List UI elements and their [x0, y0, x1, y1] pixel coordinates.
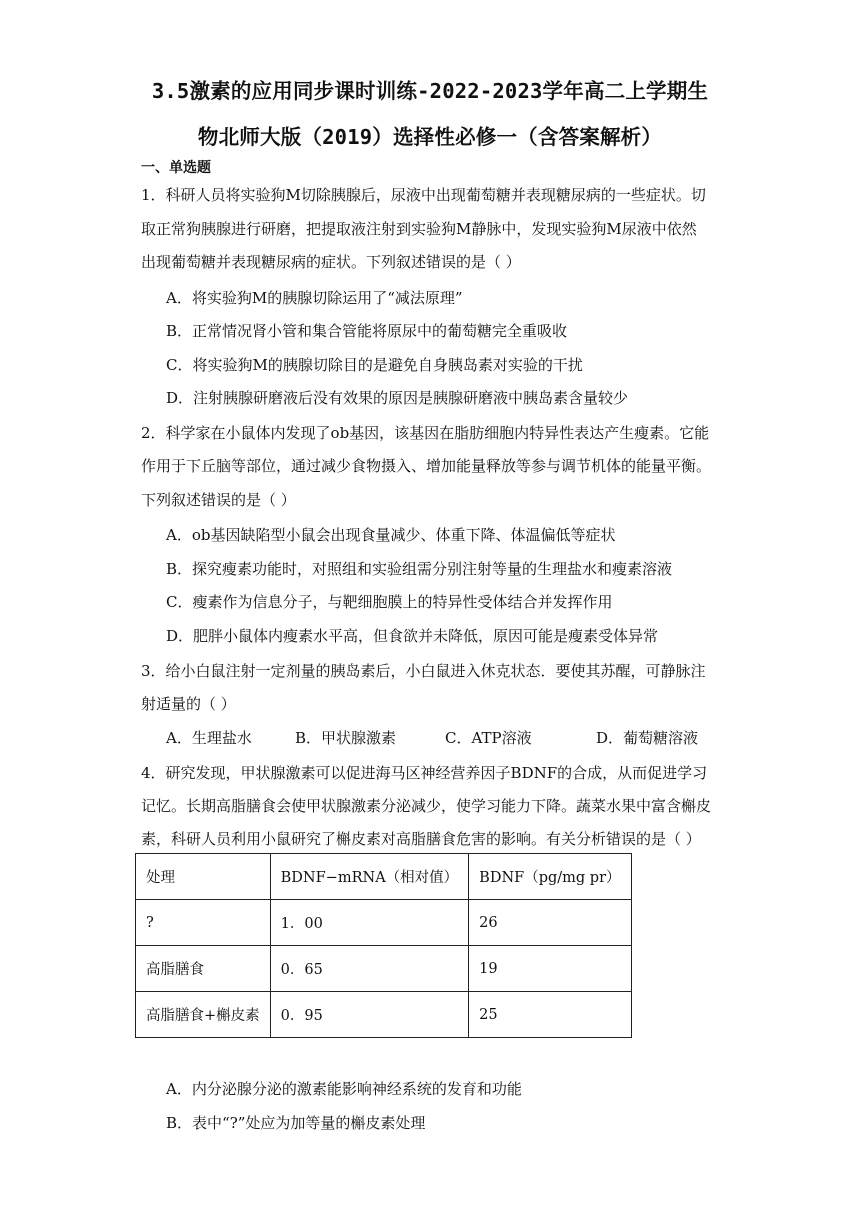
- table-row: [136, 992, 632, 1038]
- table-cell: 19: [469, 946, 631, 992]
- question-3-line-2: 射适量的（ ）: [141, 695, 236, 713]
- table-header-cell: BDNF（pg/mg pr）: [469, 854, 631, 900]
- question-2-option-b: B．探究瘦素功能时，对照组和实验组需分别注射等量的生理盐水和瘦素溶液: [166, 560, 673, 578]
- question-4-line-2: 记忆。长期高脂膳食会使甲状腺激素分泌减少，使学习能力下降。蔬菜水果中富含槲皮: [141, 797, 712, 815]
- document-title-line-1: 3.5激素的应用同步课时训练-2022-2023学年高二上学期生: [151, 79, 709, 103]
- table-header-row: [136, 854, 632, 900]
- question-4-line-1: 4．研究发现，甲状腺激素可以促进海马区神经营养因子BDNF的合成，从而促进学习: [141, 764, 708, 782]
- table-header-cell: BDNF−mRNA（相对值）: [270, 854, 469, 900]
- table-cell: 0．95: [270, 992, 469, 1038]
- question-2-option-c: C．瘦素作为信息分子，与靶细胞膜上的特异性受体结合并发挥作用: [166, 593, 613, 611]
- table-cell: ?: [136, 900, 271, 946]
- question-1-line-2: 取正常狗胰腺进行研磨，把提取液注射到实验狗M静脉中，发现实验狗M尿液中依然: [141, 220, 697, 238]
- question-1-option-c: C．将实验狗M的胰腺切除目的是避免自身胰岛素对实验的干扰: [166, 356, 583, 374]
- results-table: [135, 853, 632, 1038]
- question-3-line-1: 3．给小白鼠注射一定剂量的胰岛素后，小白鼠进入休克状态．要使其苏醒，可静脉注: [141, 662, 706, 680]
- question-3-option-d: D．葡萄糖溶液: [596, 729, 699, 747]
- question-2-line-3: 下列叙述错误的是（ ）: [141, 491, 296, 509]
- table-cell: 高脂膳食+槲皮素: [136, 992, 271, 1038]
- table-row: [136, 946, 632, 992]
- question-2-option-a: A．ob基因缺陷型小鼠会出现食量减少、体重下降、体温偏低等症状: [166, 526, 616, 544]
- question-1-line-1: 1．科研人员将实验狗M切除胰腺后，尿液中出现葡萄糖并表现糖尿病的一些症状。切: [141, 186, 706, 204]
- question-3-option-a: A．生理盐水: [166, 729, 252, 747]
- table-cell: 26: [469, 900, 631, 946]
- table-cell: 25: [469, 992, 631, 1038]
- document-title-line-2: 物北师大版（2019）选择性必修一（含答案解析）: [197, 125, 663, 149]
- question-4-line-3: 素，科研人员利用小鼠研究了槲皮素对高脂膳食危害的影响。有关分析错误的是（ ）: [141, 830, 701, 848]
- question-3-option-c: C．ATP溶液: [445, 729, 532, 747]
- question-3-option-b: B．甲状腺激素: [295, 729, 397, 747]
- question-1-option-b: B．正常情况肾小管和集合管能将原尿中的葡萄糖完全重吸收: [166, 322, 568, 340]
- question-1-option-d: D．注射胰腺研磨液后没有效果的原因是胰腺研磨液中胰岛素含量较少: [166, 389, 629, 407]
- question-4-option-a: A．内分泌腺分泌的激素能影响神经系统的发育和功能: [166, 1080, 522, 1098]
- table-row: [136, 900, 632, 946]
- table-cell: 1．00: [270, 900, 469, 946]
- question-2-option-d: D．肥胖小鼠体内瘦素水平高，但食欲并未降低，原因可能是瘦素受体异常: [166, 627, 659, 645]
- question-1-line-3: 出现葡萄糖并表现糖尿病的症状。下列叙述错误的是（ ）: [141, 253, 521, 271]
- table-cell: 0．65: [270, 946, 469, 992]
- question-1-option-a: A．将实验狗M的胰腺切除运用了“减法原理”: [166, 289, 463, 307]
- table-header-cell: 处理: [136, 854, 271, 900]
- section-heading: 一、单选题: [141, 160, 211, 176]
- question-4-option-b: B．表中“?”处应为加等量的槲皮素处理: [166, 1114, 426, 1132]
- question-2-line-1: 2．科学家在小鼠体内发现了ob基因，该基因在脂肪细胞内特异性表达产生瘦素。它能: [141, 424, 710, 442]
- table-cell: 高脂膳食: [136, 946, 271, 992]
- question-2-line-2: 作用于下丘脑等部位，通过减少食物摄入、增加能量释放等参与调节机体的能量平衡。: [141, 457, 712, 475]
